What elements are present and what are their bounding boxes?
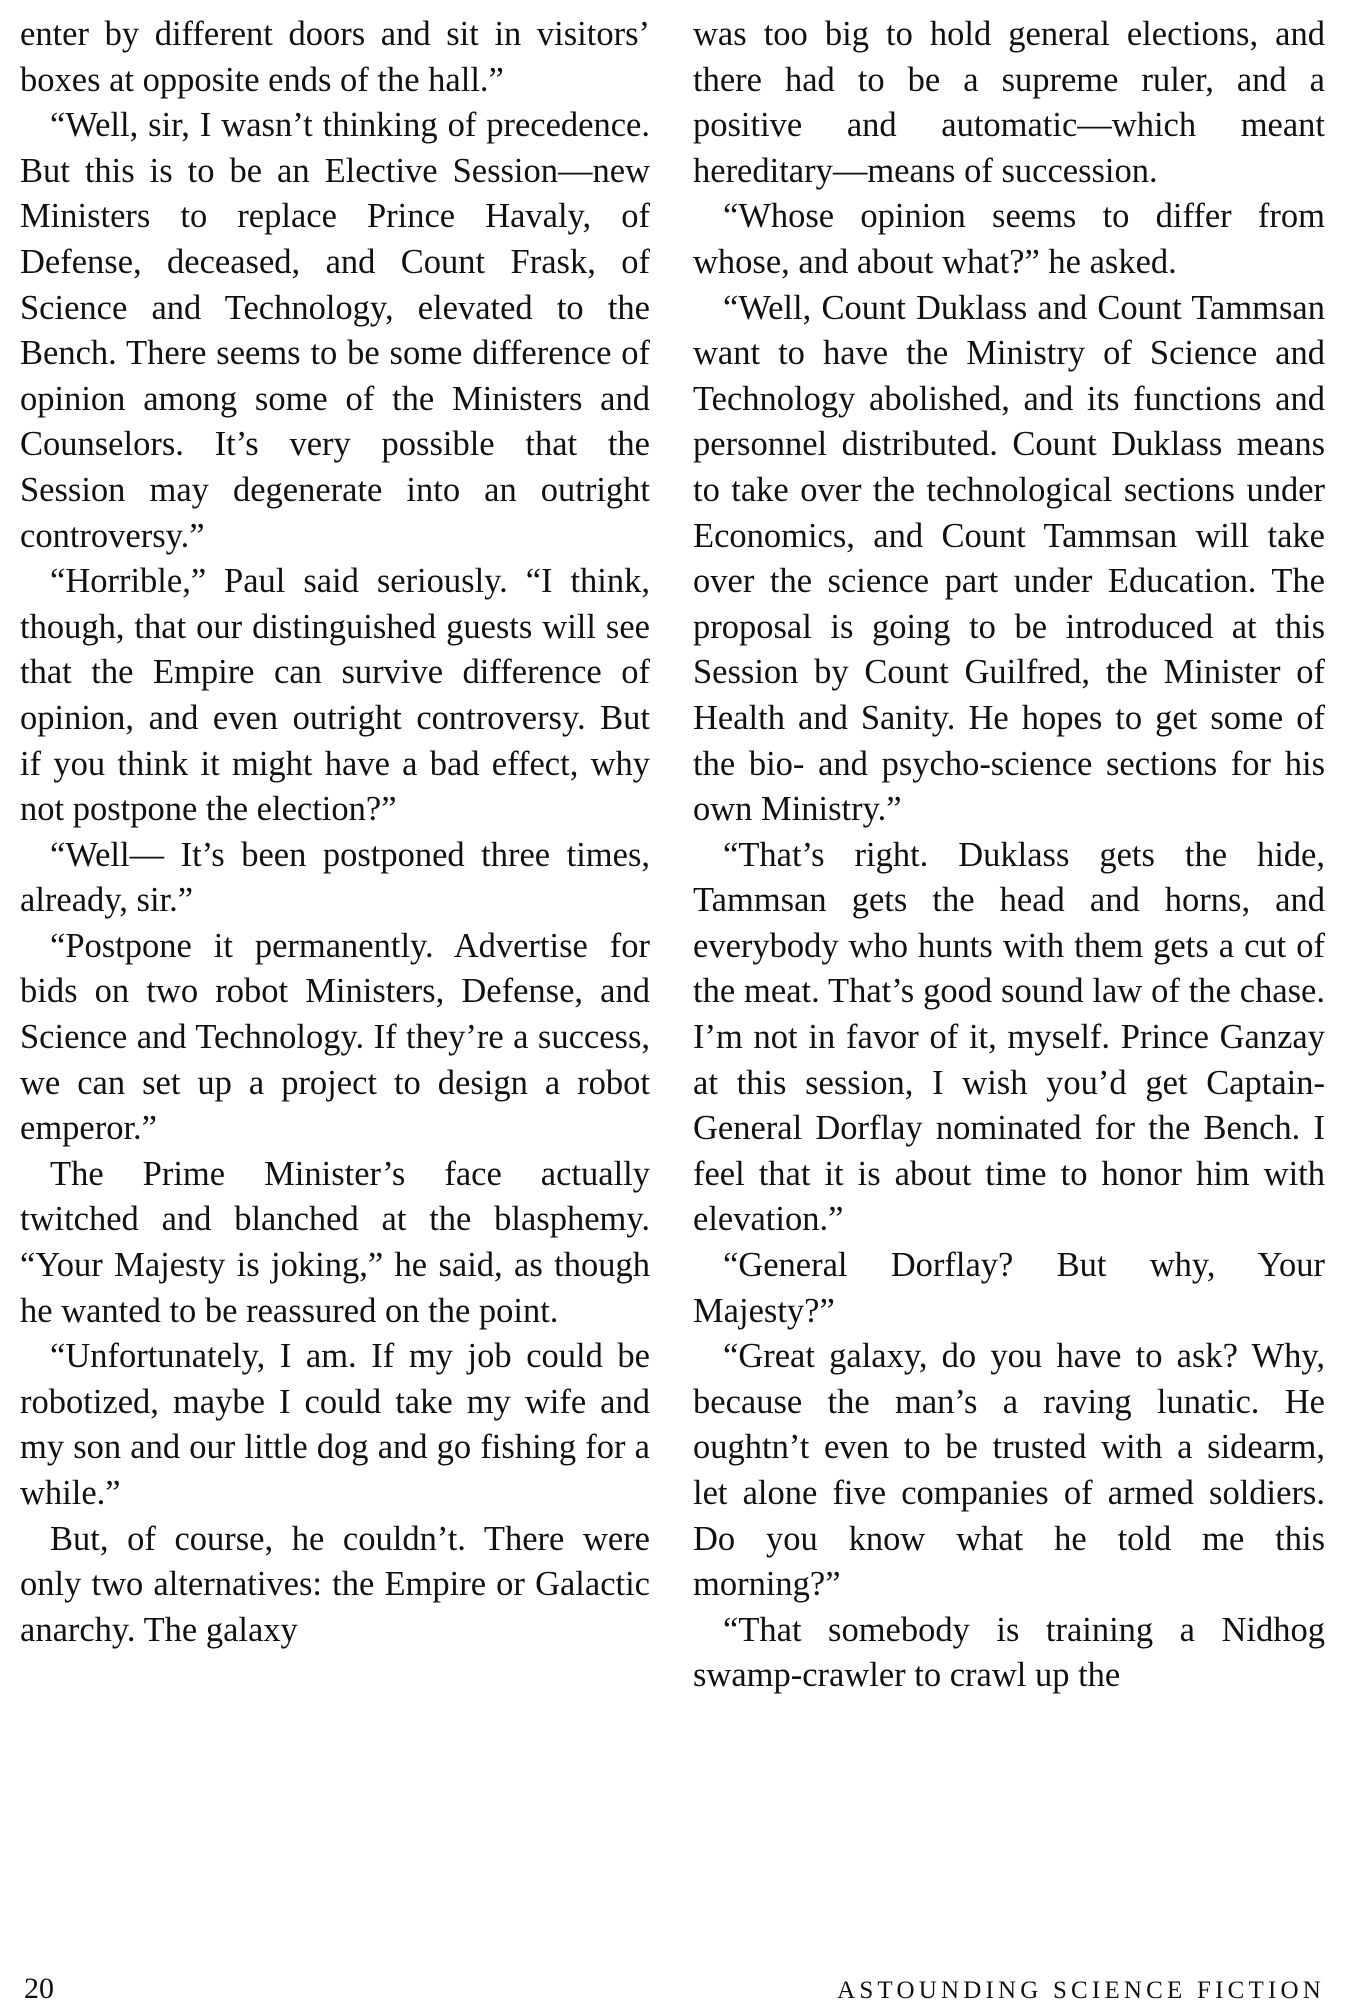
paragraph: “Well, sir, I wasn’t thinking of precedence. But this is to be an Elective Session—new Ministers to replace Prince Havaly, of Defense, deceased, and Count Frask, of Science and Technology, elevated to the Bench. There seems to be some difference of opinion among some of the Ministers and Counselors. It’s very possible that the Session may degenerate into an outright controversy.” [20, 106, 650, 555]
paragraph: “Well, Count Duklass and Count Tammsan want to have the Ministry of Science and Technology abolished, and its functions and personnel distributed. Count Duklass means to take over the technological sections under Economics, and Count Tammsan will take over the science part under Education. The proposal is going to be introduced at this Session by Count Guilfred, the Minister of Health and Sanity. He hopes to get some of the bio- and psycho-science sections for his own Ministry.” [693, 288, 1325, 829]
paragraph: “Well— It’s been postponed three times, already, sir.” [20, 835, 650, 920]
page-footer [24, 1972, 1325, 2008]
right-text-column [693, 12, 1325, 1699]
running-title: ASTOUNDING SCIENCE FICTION [837, 1977, 1325, 2004]
paragraph: “Horrible,” Paul said seriously. “I think, though, that our distinguished guests will see that the Empire can survive difference of opinion, and even outright controversy. But if you think it might have a bad effect, why not postpone the election?” [20, 562, 650, 829]
page-number: 20 [24, 1972, 54, 2005]
paragraph: enter by different doors and sit in visitors’ boxes at opposite ends of the hall.” [20, 15, 650, 99]
paragraph: “Whose opinion seems to differ from whose, and about what?” he asked. [693, 197, 1325, 281]
paragraph: “Great galaxy, do you have to ask? Why, because the man’s a raving lunatic. He oughtn’t even to be trusted with a sidearm, let alone five companies of armed soldiers. Do you know what he told me this morning?” [693, 1337, 1325, 1604]
paragraph: But, of course, he couldn’t. There were only two alternatives: the Empire or Galactic anarchy. The galaxy [20, 1519, 650, 1649]
paragraph: The Prime Minister’s face actually twitched and blanched at the blasphemy. “Your Majesty is joking,” he said, as though he wanted to be reassured on the point. [20, 1154, 650, 1330]
paragraph: “Unfortunately, I am. If my job could be robotized, maybe I could take my wife and my son and our little dog and go fishing for a while.” [20, 1337, 650, 1512]
paragraph: was too big to hold general elections, and there had to be a supreme ruler, and a positive and automatic—which meant hereditary—means of succession. [693, 15, 1325, 190]
paragraph: “Postpone it permanently. Advertise for bids on two robot Ministers, Defense, and Science and Technology. If they’re a success, we can set up a project to design a robot emperor.” [20, 926, 650, 1148]
paragraph: “That somebody is training a Nidhog swamp-crawler to crawl up the [693, 1610, 1325, 1695]
paragraph: “That’s right. Duklass gets the hide, Tammsan gets the head and horns, and everybody who hunts with them gets a cut of the meat. That’s good sound law of the chase. I’m not in favor of it, myself. Prince Ganzay at this session, I wish you’d get Captain-General Dorflay nominated for the Bench. I feel that it is about time to honor him with elevation.” [693, 835, 1325, 1239]
left-text-column [20, 12, 650, 1653]
paragraph: “General Dorflay? But why, Your Majesty?” [693, 1246, 1325, 1330]
